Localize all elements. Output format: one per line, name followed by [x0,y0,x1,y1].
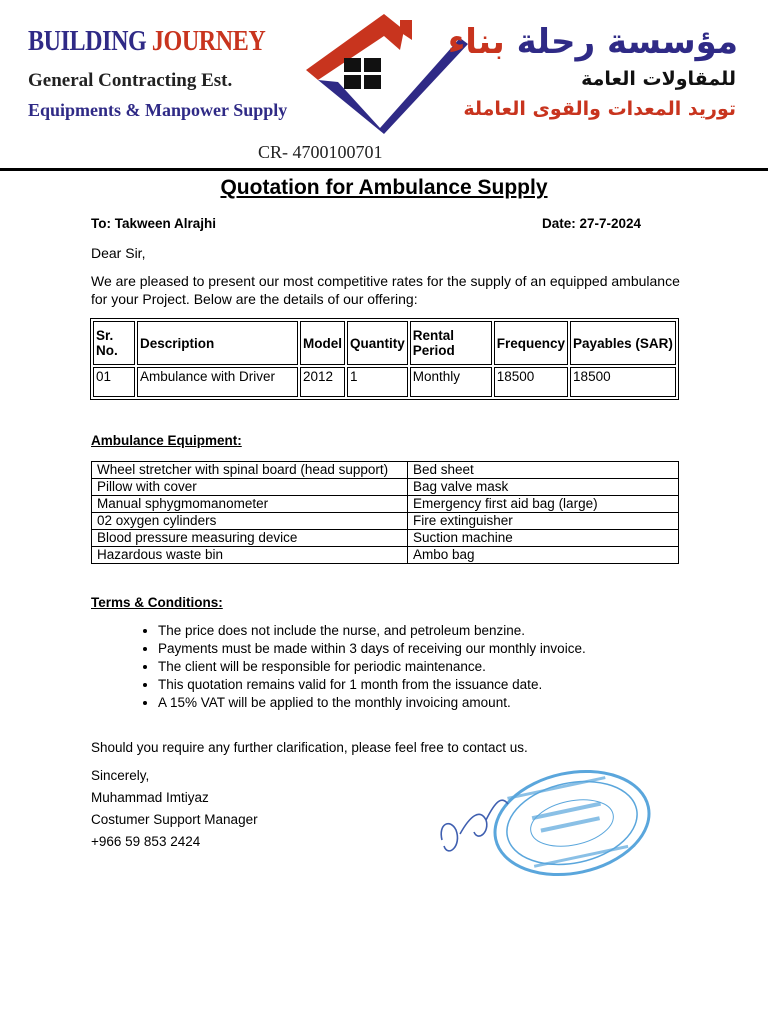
equipment-item: Pillow with cover [92,479,408,496]
signoff: Sincerely, [91,768,150,783]
header-frequency: Frequency [494,321,568,365]
equipment-item: Manual sphygmomanometer [92,496,408,513]
arabic-contracting: للمقاولات العامة [581,68,736,90]
equipment-item: Emergency first aid bag (large) [408,496,679,513]
list-item: • The client will be responsible for periodic maintenance. [158,658,718,676]
signer-phone: +966 59 853 2424 [91,834,201,849]
header-description: Description [137,321,298,365]
brand-word-building: BUILDING [28,26,147,57]
table-row [92,496,679,513]
table-row [92,547,679,564]
cr-number: CR- 4700100701 [258,142,383,162]
header-divider [0,168,768,171]
equipment-item: Suction machine [408,530,679,547]
cell-payables: 18500 [570,367,676,397]
cell-frequency: 18500 [494,367,568,397]
header-rental-period: Rental Period [410,321,492,365]
header-sr-no: Sr. No. [93,321,135,365]
recipient: To: Takween Alrajhi [91,216,217,231]
header-payables: Payables (SAR) [570,321,676,365]
equipment-item: Hazardous waste bin [92,547,408,564]
header-model: Model [300,321,345,365]
arabic-name-red: بناء [447,22,505,62]
list-item: • A 15% VAT will be applied to the monthly invoicing amount. [158,694,718,712]
equipment-item: 02 oxygen cylinders [92,513,408,530]
equipment-item: Wheel stretcher with spinal board (head support) [92,462,408,479]
document-title: Quotation for Ambulance Supply [220,176,548,199]
table-row [92,462,679,479]
brand-subtitle-contracting: General Contracting Est. [28,70,233,91]
list-item: • This quotation remains valid for 1 month from the issuance date. [158,676,718,694]
header-quantity: Quantity [347,321,408,365]
closing-line: Should you require any further clarification, please feel free to contact us. [91,740,528,755]
quotation-header-row [93,321,676,365]
arabic-company-name [448,22,738,62]
arabic-name-blue: مؤسسة رحلة [516,22,738,62]
table-row [93,367,676,397]
brand-word-journey: JOURNEY [151,26,266,57]
table-row [92,479,679,496]
signer-title: Costumer Support Manager [91,812,258,827]
equipment-item: Ambo bag [408,547,679,564]
cell-model: 2012 [300,367,345,397]
list-item: • Payments must be made within 3 days of receiving our monthly invoice. [158,640,718,658]
cell-sr-no: 01 [93,367,135,397]
intro-paragraph: We are pleased to present our most competitive rates for the supply of an equipped ambulance for your Project. Below are the details of our offering: [91,273,680,307]
brand-title [28,26,265,58]
equipment-table [91,461,679,564]
equipment-heading: Ambulance Equipment: [91,433,242,448]
quote-date: Date: 27-7-2024 [542,216,642,231]
quotation-table [90,318,679,400]
signature-block [91,765,258,853]
terms-list [130,622,718,712]
equipment-item: Blood pressure measuring device [92,530,408,547]
equipment-item: Bed sheet [408,462,679,479]
cell-rental-period: Monthly [410,367,492,397]
signer-name: Muhammad Imtiyaz [91,790,209,805]
house-logo-icon [300,10,470,136]
list-item: • The price does not include the nurse, and petroleum benzine. [158,622,718,640]
arabic-supply: توريد المعدات والقوى العاملة [463,98,736,120]
terms-heading: Terms & Conditions: [91,595,223,610]
company-stamp-icon [430,760,660,890]
table-row [92,513,679,530]
greeting: Dear Sir, [91,245,146,261]
cell-description: Ambulance with Driver [137,367,298,397]
equipment-item: Fire extinguisher [408,513,679,530]
table-row [92,530,679,547]
cell-quantity: 1 [347,367,408,397]
equipment-item: Bag valve mask [408,479,679,496]
brand-subtitle-supply: Equipments & Manpower Supply [28,100,288,120]
